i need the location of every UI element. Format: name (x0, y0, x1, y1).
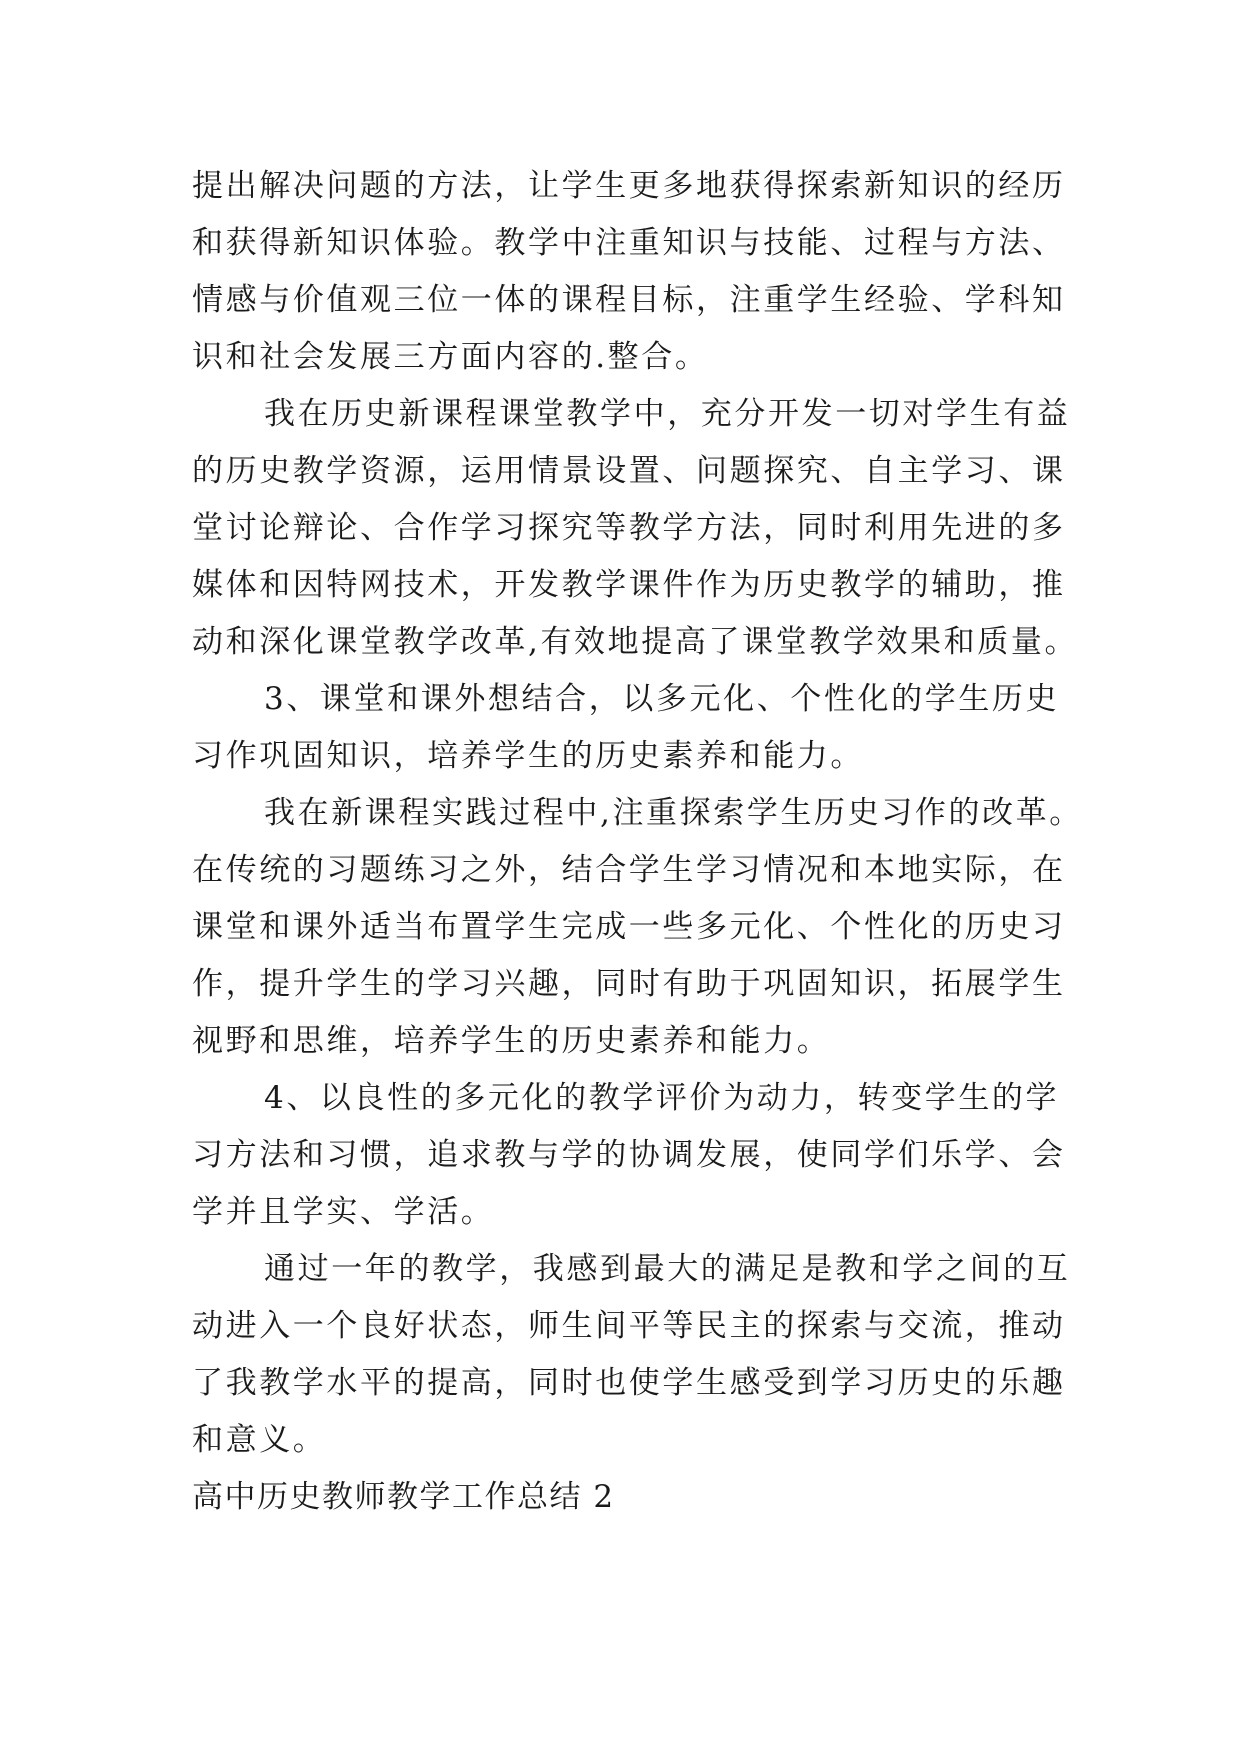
text-line: 作，提升学生的学习兴趣，同时有助于巩固知识，拓展学生 (192, 966, 1066, 1002)
text-line: 和获得新知识体验。教学中注重知识与技能、过程与方法、 (192, 225, 1066, 261)
text-line: 了我教学水平的提高，同时也使学生感受到学习历史的乐趣 (192, 1365, 1066, 1401)
paragraph-continued (192, 158, 1072, 386)
text-line: 学并且学实、学活。 (192, 1194, 495, 1230)
paragraph-point-4 (192, 1070, 1072, 1241)
paragraph-practice (192, 785, 1083, 1070)
text-line: 识和社会发展三方面内容的.整合。 (192, 339, 709, 375)
text-line: 习作巩固知识，培养学生的历史素养和能力。 (192, 738, 864, 774)
text-line: 习方法和习惯，追求教与学的协调发展，使同学们乐学、会 (192, 1137, 1066, 1173)
text-line: 动进入一个良好状态，师生间平等民主的探索与交流，推动 (192, 1308, 1066, 1344)
text-line: 视野和思维，培养学生的历史素养和能力。 (192, 1023, 831, 1059)
text-line: 通过一年的教学，我感到最大的满足是教和学之间的互 (264, 1251, 1071, 1287)
text-line: 我在新课程实践过程中,注重探索学生历史习作的改革。 (264, 795, 1083, 831)
section-heading: 高中历史教师教学工作总结 2 (192, 1479, 615, 1515)
text-line: 媒体和因特网技术，开发教学课件作为历史教学的辅助，推 (192, 567, 1066, 603)
text-line: 情感与价值观三位一体的课程目标，注重学生经验、学科知 (192, 282, 1066, 318)
text-line: 堂讨论辩论、合作学习探究等教学方法，同时利用先进的多 (192, 510, 1066, 546)
text-line: 在传统的习题练习之外，结合学生学习情况和本地实际，在 (192, 852, 1066, 888)
text-line: 3、课堂和课外想结合，以多元化、个性化的学生历史 (264, 681, 1060, 717)
text-line: 动和深化课堂教学改革,有效地提高了课堂教学效果和质量。 (192, 624, 1079, 660)
paragraph-point-3 (192, 671, 1072, 785)
paragraph-resources (192, 386, 1079, 671)
text-line: 和意义。 (192, 1422, 327, 1458)
text-line: 提出解决问题的方法，让学生更多地获得探索新知识的经历 (192, 168, 1066, 204)
text-line: 4、以良性的多元化的教学评价为动力，转变学生的学 (264, 1080, 1060, 1116)
document-body (192, 158, 1083, 1526)
text-line: 的历史教学资源，运用情景设置、问题探究、自主学习、课 (192, 453, 1066, 489)
text-line: 我在历史新课程课堂教学中，充分开发一切对学生有益 (264, 396, 1071, 432)
text-line: 课堂和课外适当布置学生完成一些多元化、个性化的历史习 (192, 909, 1066, 945)
paragraph-conclusion (192, 1241, 1072, 1469)
